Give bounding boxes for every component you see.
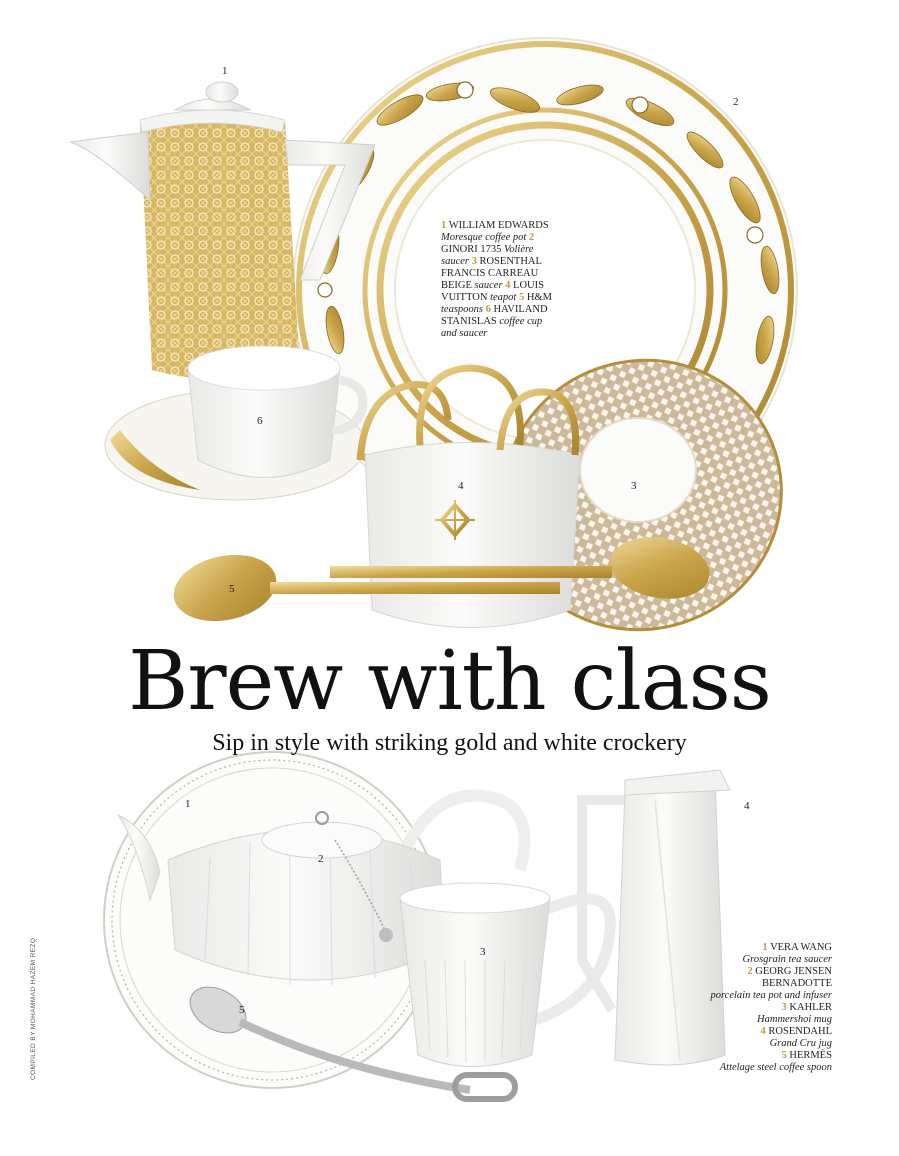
bottom-credits — [700, 942, 832, 1074]
bottom-number-3: 3 — [480, 946, 486, 958]
credit-brand: LOUIS VUITTON — [441, 280, 544, 303]
credit-num: 1 — [762, 942, 768, 953]
bottom-number-4: 4 — [744, 800, 750, 812]
credit-num: 5 — [518, 292, 525, 303]
top-number-4: 4 — [458, 480, 464, 492]
top-number-2: 2 — [733, 96, 739, 108]
page-title: Brew with class — [128, 634, 771, 729]
credit-item: Moresque coffee pot — [441, 232, 527, 243]
haviland-stanislas-cup-and-saucer — [105, 346, 365, 500]
credit-num: 3 — [471, 256, 477, 267]
credit-num: 5 — [781, 1050, 787, 1061]
top-number-5: 5 — [229, 583, 235, 595]
bottom-number-2: 2 — [318, 853, 324, 865]
page-subtitle: Sip in style with striking gold and white crockery — [212, 730, 687, 756]
credit-num: 2 — [747, 966, 753, 977]
credit-num: 3 — [781, 1002, 787, 1013]
credit-brand: WILLIAM EDWARDS — [448, 220, 549, 231]
compiled-by-credit: COMPILED BY MOHAMMAD HAZEM REZQ — [30, 937, 37, 1080]
top-number-3: 3 — [631, 480, 637, 492]
credit-item: coffee cup and saucer — [441, 316, 543, 339]
credit-num: 4 — [505, 280, 511, 291]
credit-brand: VERA WANG — [770, 942, 832, 953]
credit-item: Attelage steel coffee spoon — [719, 1062, 832, 1073]
credit-item: teapot — [490, 292, 517, 303]
credit-brand: ROSENTHAL FRANCIS CARREAU BEIGE — [441, 256, 542, 291]
top-number-1: 1 — [222, 65, 228, 77]
credit-item: porcelain tea pot and infuser — [710, 990, 832, 1001]
bottom-number-1: 1 — [185, 798, 191, 810]
credit-num: 6 — [485, 304, 491, 315]
credit-num: 1 — [441, 220, 447, 231]
credit-num: 4 — [760, 1026, 766, 1037]
credit-brand: KAHLER — [789, 1002, 832, 1013]
credit-item: saucer — [474, 280, 503, 291]
top-credits — [441, 220, 559, 340]
top-number-6: 6 — [257, 415, 263, 427]
credit-item: Grand Cru jug — [769, 1038, 832, 1049]
credit-num: 2 — [528, 232, 535, 243]
credit-brand: HERMÈS — [789, 1050, 832, 1061]
credit-item: teaspoons — [441, 304, 483, 315]
credit-brand: H&M — [526, 292, 552, 303]
credit-item: Grosgrain tea saucer — [742, 954, 832, 965]
credit-item: Volière saucer — [441, 244, 534, 267]
credit-brand: GINORI 1735 — [441, 244, 502, 255]
credit-brand: GEORG JENSEN BERNADOTTE — [755, 966, 832, 989]
credit-brand: ROSENDAHL — [768, 1026, 832, 1037]
bottom-number-5: 5 — [239, 1004, 245, 1016]
credit-item: Hammershoi mug — [757, 1014, 832, 1025]
credit-brand: HAVILAND STANISLAS — [441, 304, 548, 327]
